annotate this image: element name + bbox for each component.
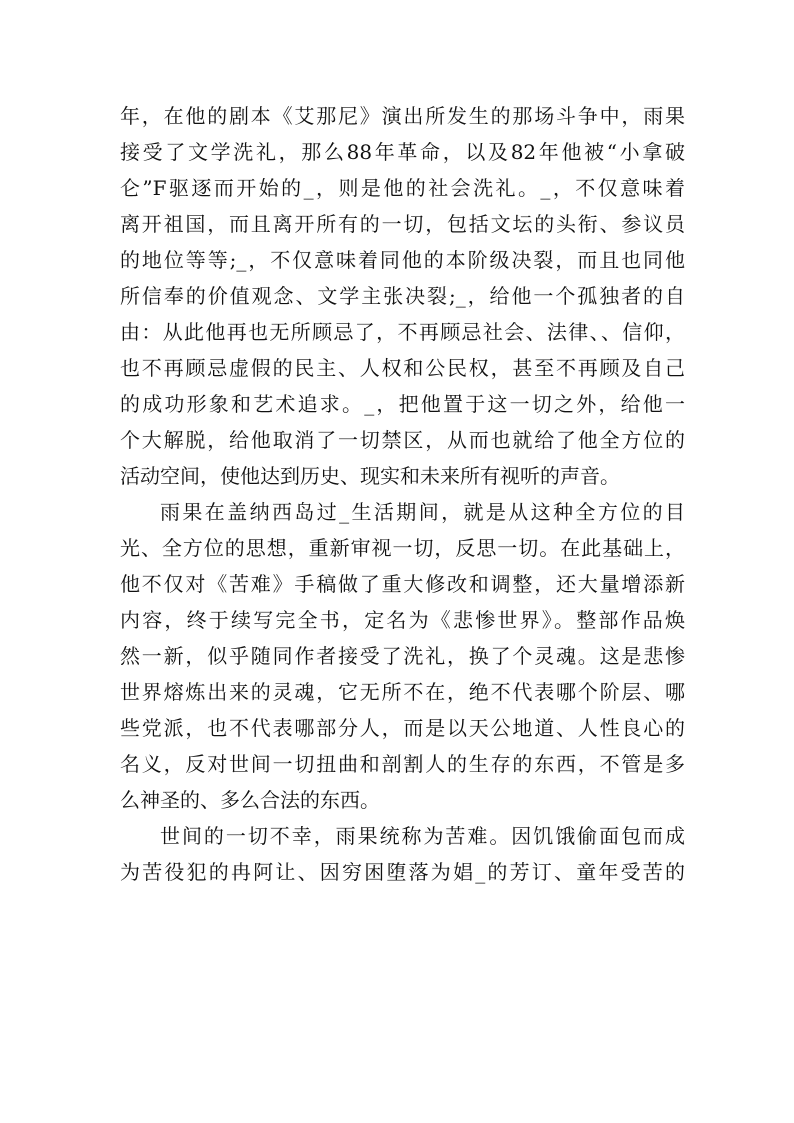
text-line: 接受了文学洗礼，那么88年革命，以及82年他被“小拿破: [120, 140, 685, 164]
text-line: 世界熔炼出来的灵魂，它无所不在，绝不代表哪个阶层、哪: [120, 680, 685, 704]
text-line: 些党派，也不代表哪部分人，而是以天公地道、人性良心的: [120, 716, 685, 740]
paragraph-2: [120, 494, 685, 818]
text-line: 然一新，似乎随同作者接受了洗礼，换了个灵魂。这是悲惨: [120, 644, 685, 668]
text-line: 个大解脱，给他取消了一切禁区，从而也就给了他全方位的: [120, 428, 685, 452]
body-text: [120, 98, 685, 890]
text-line: 内容，终于续写完全书，定名为《悲惨世界》。整部作品焕: [120, 608, 685, 632]
text-line: 仑”F驱逐而开始的_，则是他的社会洗礼。_，不仅意味着: [120, 176, 685, 200]
text-line: 的地位等等;_，不仅意味着同他的本阶级决裂，而且也同他: [120, 248, 685, 272]
text-line: 离开祖国，而且离开所有的一切，包括文坛的头衔、参议员: [120, 212, 685, 236]
text-line: 他不仅对《苦难》手稿做了重大修改和调整，还大量增添新: [120, 572, 685, 596]
paragraph-1: [120, 98, 685, 494]
text-line: 年，在他的剧本《艾那尼》演出所发生的那场斗争中，雨果: [120, 104, 685, 128]
text-line: 由：从此他再也无所顾忌了，不再顾忌社会、法律、、信仰，: [120, 320, 685, 344]
paragraph-3: [120, 818, 685, 890]
text-line: 的成功形象和艺术追求。_，把他置于这一切之外，给他一: [120, 392, 685, 416]
text-line: 也不再顾忌虚假的民主、人权和公民权，甚至不再顾及自己: [120, 356, 685, 380]
text-line: 雨果在盖纳西岛过_生活期间，就是从这种全方位的目: [160, 500, 685, 524]
text-line: 为苦役犯的冉阿让、因穷困堕落为娼_的芳订、童年受苦的: [120, 860, 685, 884]
text-line: 光、全方位的思想，重新审视一切，反思一切。在此基础上，: [120, 536, 685, 560]
text-line: 名义，反对世间一切扭曲和剖割人的生存的东西，不管是多: [120, 752, 685, 776]
text-line: 世间的一切不幸，雨果统称为苦难。因饥饿偷面包而成: [160, 824, 685, 848]
text-line: 活动空间，使他达到历史、现实和未来所有视听的声音。: [120, 464, 620, 488]
text-line: 所信奉的价值观念、文学主张决裂;_，给他一个孤独者的自: [120, 284, 685, 308]
text-line: 么神圣的、多么合法的东西。: [120, 788, 380, 812]
